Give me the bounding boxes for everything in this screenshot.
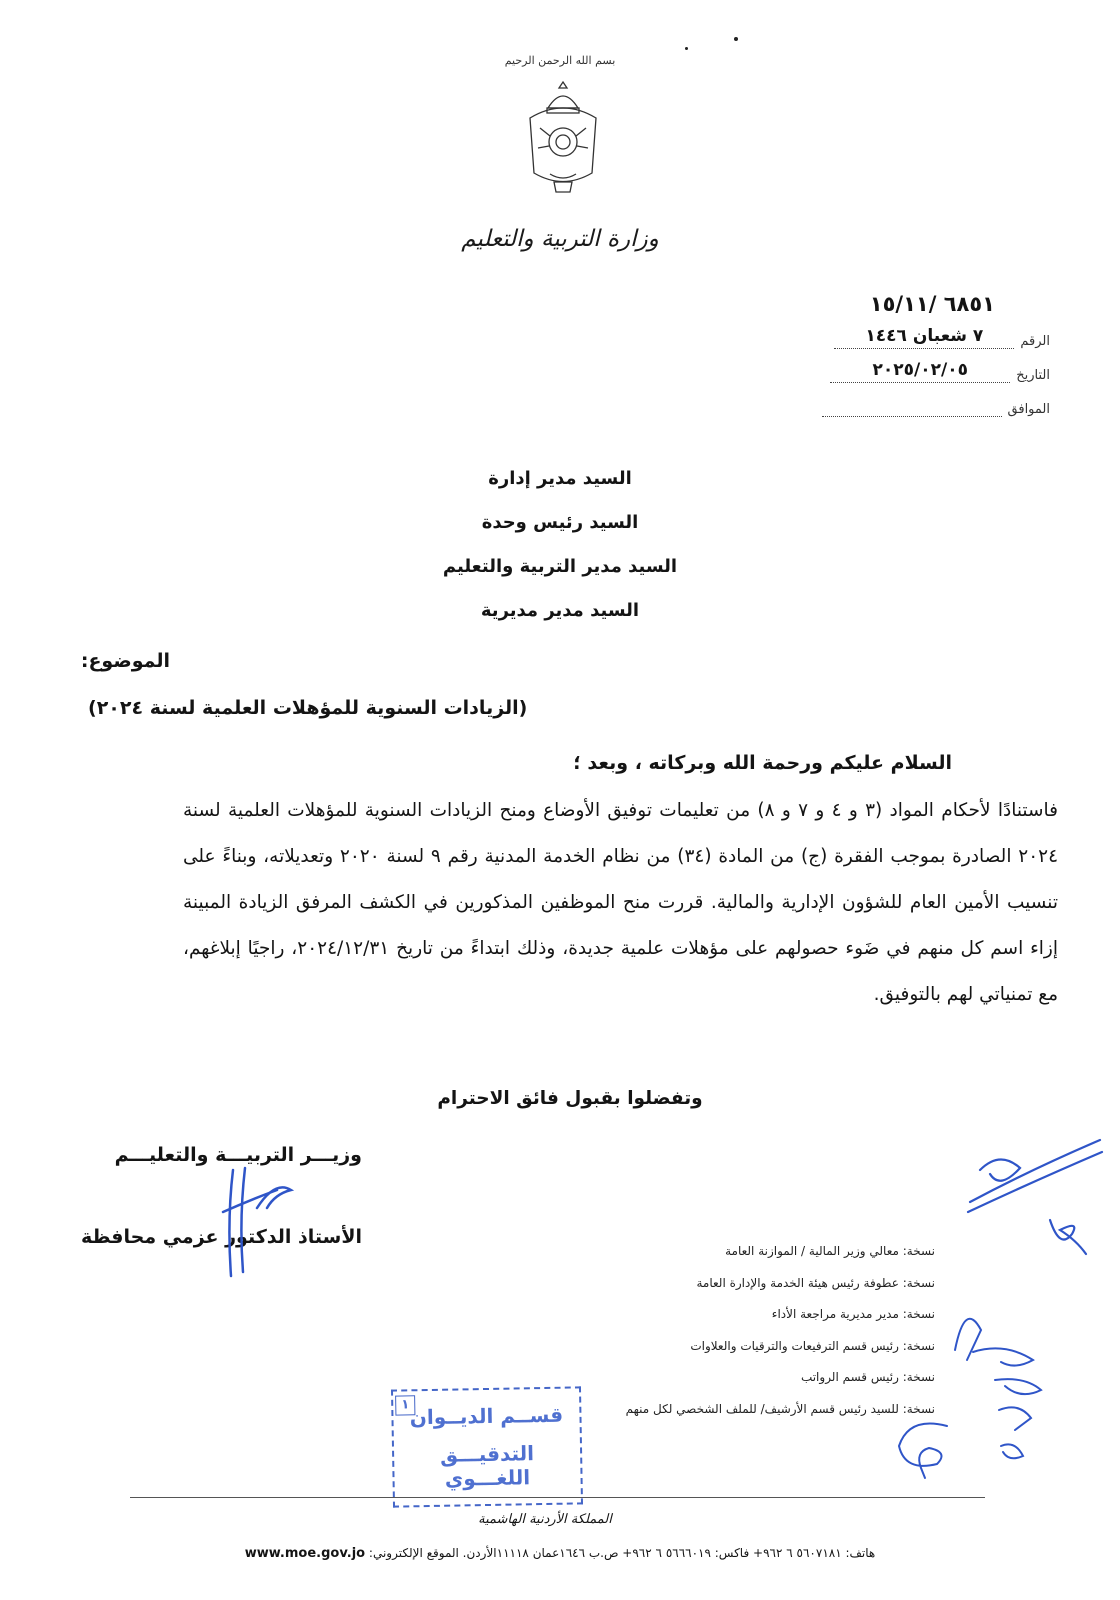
letter-body xyxy=(183,788,1058,1018)
stamp-number: ١ xyxy=(395,1395,415,1415)
copy-recipient: نسخة: رئيس قسم الرواتب xyxy=(800,1370,935,1384)
reference-corresponding-row xyxy=(750,394,1050,417)
reference-code: ٦٨٥١ /١٥/١١ xyxy=(869,292,995,316)
footer-divider xyxy=(130,1497,985,1498)
addressee-line: السيد رئيس وحدة xyxy=(481,512,639,533)
addressee-line: السيد مدير مديرية xyxy=(480,600,640,621)
subject-text: (الزيادات السنوية للمؤهلات العلمية لسنة ٢٠٢٤) xyxy=(88,697,528,719)
jordan-coat-of-arms-icon xyxy=(520,78,606,198)
addressee-line: السيد مدير إدارة xyxy=(488,468,632,489)
closing-line: وتفضلوا بقبول فائق الاحترام xyxy=(437,1088,703,1109)
number-value: ٧ شعبان ١٤٤٦ xyxy=(834,326,1014,349)
ink-speck xyxy=(734,37,738,41)
ink-speck xyxy=(685,47,688,50)
office-stamp xyxy=(391,1386,583,1507)
basmala: بسم الله الرحمن الرحيم xyxy=(504,54,616,67)
copy-recipient: نسخة: معالي وزير المالية / الموازنة العامة xyxy=(725,1244,935,1258)
signatory-title: وزيـــر التربيـــة والتعليـــم xyxy=(114,1144,362,1166)
corresponding-value xyxy=(822,394,1002,417)
handwritten-check-mark xyxy=(885,1412,965,1482)
copy-recipient: نسخة: للسيد رئيس قسم الأرشيف/ للملف الشخصي لكل منهم xyxy=(625,1401,935,1416)
website-link[interactable]: www.moe.gov.jo xyxy=(244,1546,366,1561)
subject-label: الموضوع: xyxy=(80,650,170,672)
copy-recipient: نسخة: مدير مديرية مراجعة الأداء xyxy=(771,1307,935,1321)
date-value: ٢٠٢٥/٠٢/٠٥ xyxy=(830,360,1010,383)
addressee-line: السيد مدير التربية والتعليم xyxy=(442,556,678,577)
stamp-line: قســم الديــوان xyxy=(409,1402,564,1430)
date-label: التاريخ xyxy=(1016,368,1050,383)
stamp-line: التدقيـــق اللغـــوي xyxy=(439,1441,535,1491)
signatory-name: الأستاذ الدكتور عزمي محافظة xyxy=(81,1226,362,1248)
body-paragraph: فاستنادًا لأحكام المواد (٣ و ٤ و ٧ و ٨) من تعليمات توفيق الأوضاع ومنح الزيادات السنوية للمؤهلات العلمية لسنة ٢٠٢٤ الصادرة بموجب الفقرة (ج) من المادة (٣٤) من نظام الخدمة المدنية رقم ٩ لسنة ٢٠٢٠ وتعديلاته، وبناءً على تنسيب الأمين العام للشؤون الإدارية والمالية. قررت منح الموظفين المذكورين في الكشف المرفق الزيادة المبينة إزاء اسم كل منهم في ضَوء حصولهم على مؤهلات علمية جديدة، وذلك ابتداءً من تاريخ ٢٠٢٤/١٢/٣١، راجيًا إبلاغهم، مع تمنياتي لهم بالتوفيق. xyxy=(183,800,1059,1005)
handwritten-signature-minister xyxy=(205,1160,315,1280)
greeting: السلام عليكم ورحمة الله وبركاته ، وبعد ؛ xyxy=(573,752,952,774)
handwritten-initials xyxy=(960,1130,1110,1260)
reference-date-row xyxy=(750,360,1050,383)
reference-number-row xyxy=(750,326,1050,349)
footer-contact xyxy=(160,1546,960,1561)
ministry-name: وزارة التربية والتعليم xyxy=(461,226,659,252)
contact-details: هاتف: ٥٦٠٧١٨١ ٦ ٩٦٢+ فاكس: ٥٦٦٦٠١٩ ٦ ٩٦٢+ ص.ب ١٦٤٦عمان ١١١١٨الأردن. الموقع الإلكتروني: xyxy=(368,1546,876,1560)
corresponding-label: الموافق xyxy=(1007,402,1050,417)
copy-recipient: نسخة: عطوفة رئيس هيئة الخدمة والإدارة العامة xyxy=(696,1275,935,1290)
number-label: الرقم xyxy=(1020,334,1050,349)
kingdom-name: المملكة الأردنية الهاشمية xyxy=(478,1512,612,1527)
copy-recipient: نسخة: رئيس قسم الترفيعات والترقيات والعلاوات xyxy=(690,1338,935,1353)
